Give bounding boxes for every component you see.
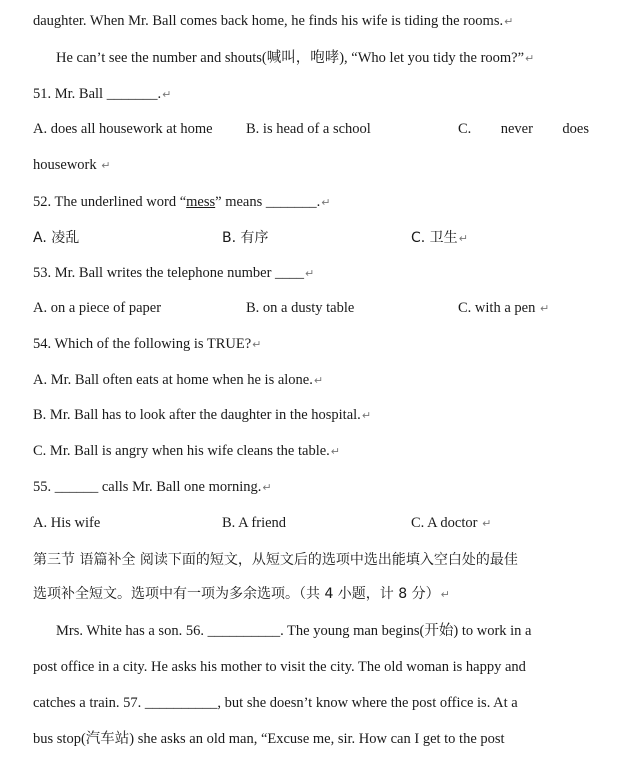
option-c: C. never does <box>458 121 589 137</box>
question-54-option-a: A. Mr. Ball often eats at home when he is alone.↵ <box>33 372 324 388</box>
option-a: A. 凌乱 <box>33 230 80 246</box>
question-54-option-b: B. Mr. Ball has to look after the daughter in the hospital.↵ <box>33 407 372 423</box>
passage-line: post office in a city. He asks his mother to visit the city. The old woman is happy and <box>33 659 526 675</box>
question-55-options <box>33 513 593 533</box>
question-55-stem: 55. ______ calls Mr. Ball one morning.↵ <box>33 479 272 495</box>
question-53-stem: 53. Mr. Ball writes the telephone number ____↵ <box>33 265 315 281</box>
question-52-options <box>33 228 593 248</box>
passage-line: Mrs. White has a son. 56. __________. The young man begins(开始) to work in a <box>56 623 532 639</box>
section-heading-line-1: 第三节 语篇补全 阅读下面的短文，从短文后的选项中选出能填入空白处的最佳 <box>33 552 518 568</box>
paragraph-text: He can’t see the number and shouts(喊叫，咆哮), “Who let you tidy the room?” <box>56 50 525 66</box>
question-51-option-c-continued: housework ↵ <box>33 157 111 173</box>
question-53-options <box>33 298 593 318</box>
option-b: B. is head of a school <box>246 121 371 137</box>
paragraph-line <box>56 48 593 69</box>
option-a: A. His wife <box>33 515 101 531</box>
option-b: B. 有序 <box>222 230 269 246</box>
question-52-stem: 52. The underlined word “mess” means _______.↵ <box>33 194 331 210</box>
section-heading-line-2: 选项补全短文。选项中有一项为多余选项。（共 4 小题，计 8 分）↵ <box>33 586 450 602</box>
option-a: A. does all housework at home <box>33 121 213 137</box>
option-c: C. with a pen ↵ <box>458 300 550 316</box>
question-51-options <box>33 119 593 139</box>
paragraph-line <box>33 11 593 32</box>
option-c: C. A doctor ↵ <box>411 515 492 531</box>
option-c: C. 卫生↵ <box>411 230 468 246</box>
question-51-stem: 51. Mr. Ball _______.↵ <box>33 86 172 102</box>
paragraph-text: daughter. When Mr. Ball comes back home, he finds his wife is tiding the rooms. <box>33 13 504 29</box>
option-a: A. on a piece of paper <box>33 300 162 316</box>
underlined-word: mess <box>186 194 216 210</box>
passage-line: catches a train. 57. __________, but she doesn’t know where the post office is. At a <box>33 695 518 711</box>
option-b: B. A friend <box>222 515 287 531</box>
question-54-stem: 54. Which of the following is TRUE?↵ <box>33 336 262 352</box>
paragraph-mark: ↵ <box>525 52 535 65</box>
question-54-option-c: C. Mr. Ball is angry when his wife cleans the table.↵ <box>33 443 341 459</box>
passage-line: bus stop(汽车站) she asks an old man, “Excuse me, sir. How can I get to the post <box>33 731 505 747</box>
option-b: B. on a dusty table <box>246 300 355 316</box>
paragraph-mark: ↵ <box>504 15 514 28</box>
